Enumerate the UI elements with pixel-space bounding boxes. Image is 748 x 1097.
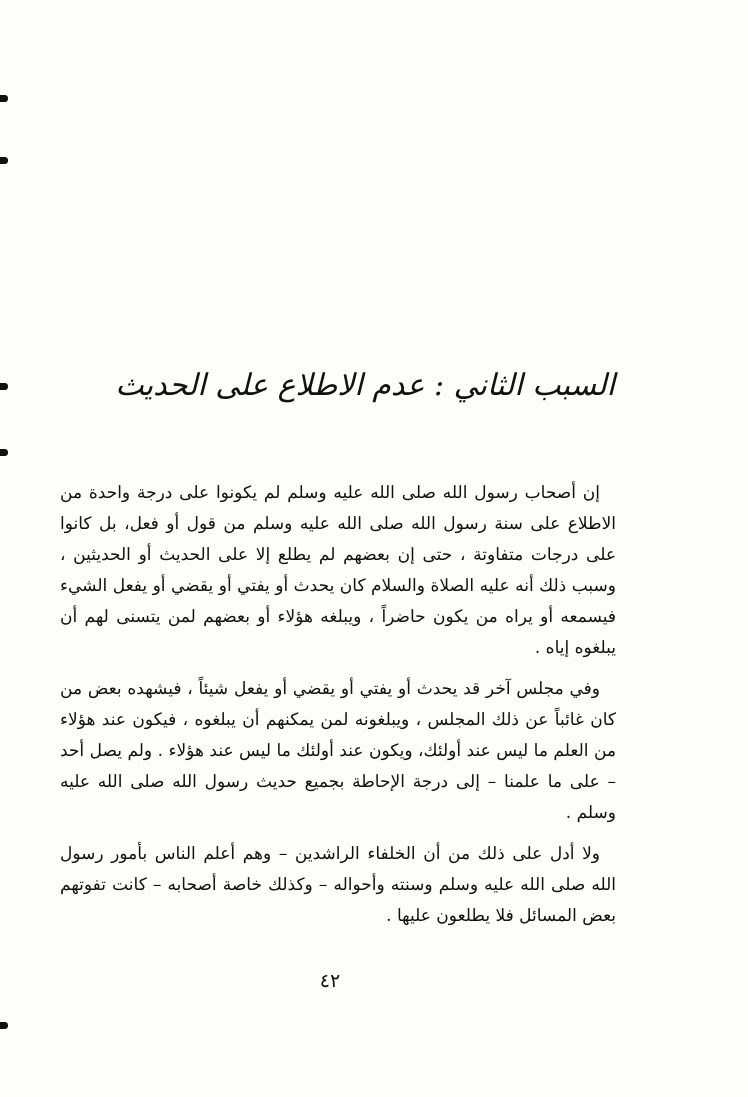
chapter-title: السبب الثاني : عدم الاطلاع على الحديث: [115, 368, 615, 403]
margin-binding-mark: [0, 383, 8, 390]
margin-binding-mark: [0, 95, 8, 102]
margin-binding-mark: [0, 449, 8, 456]
body-text: [60, 478, 616, 932]
margin-binding-mark: [0, 157, 8, 164]
paragraph-2: وفي مجلس آخر قد يحدث أو يفتي أو يقضي أو يفعل شيئاً ، فيشهده بعض من كان غائباً عن ذلك المجلس ، ويبلغونه لمن يمكنهم أن يبلغوه ، فيكون عند هؤلاء من العلم ما ليس عند أولئك، ويكون عند أولئك ما ليس عند هؤلاء . ولم يصل أحد – على ما علمنا – إلى درجة الإحاطة بجميع حديث رسول الله صلى الله عليه وسلم .: [60, 679, 616, 823]
page-number: ٤٢: [319, 970, 341, 992]
margin-binding-mark: [0, 1022, 8, 1029]
paragraph-1: إن أصحاب رسول الله صلى الله عليه وسلم لم يكونوا على درجة واحدة من الاطلاع على سنة رسول الله صلى الله عليه وسلم من قول أو فعل، بل كانوا على درجات متفاوتة ، حتى إن بعضهم لم يطلع إلا على الحديث أو الحديثين ، وسبب ذلك أنه عليه الصلاة والسلام كان يحدث أو يفتي أو يقضي أو يفعل الشيء فيسمعه أو يراه من يكون حاضراً ، ويبلغه هؤلاء أو بعضهم لمن يتسنى لهم أن يبلغوه إياه .: [60, 483, 616, 658]
paragraph-3: ولا أدل على ذلك من أن الخلفاء الراشدين – وهم أعلم الناس بأمور رسول الله صلى الله عليه وسلم وسنته وأحواله – وكذلك خاصة أصحابه – كانت تفوتهم بعض المسائل فلا يطلعون عليها .: [60, 844, 616, 926]
